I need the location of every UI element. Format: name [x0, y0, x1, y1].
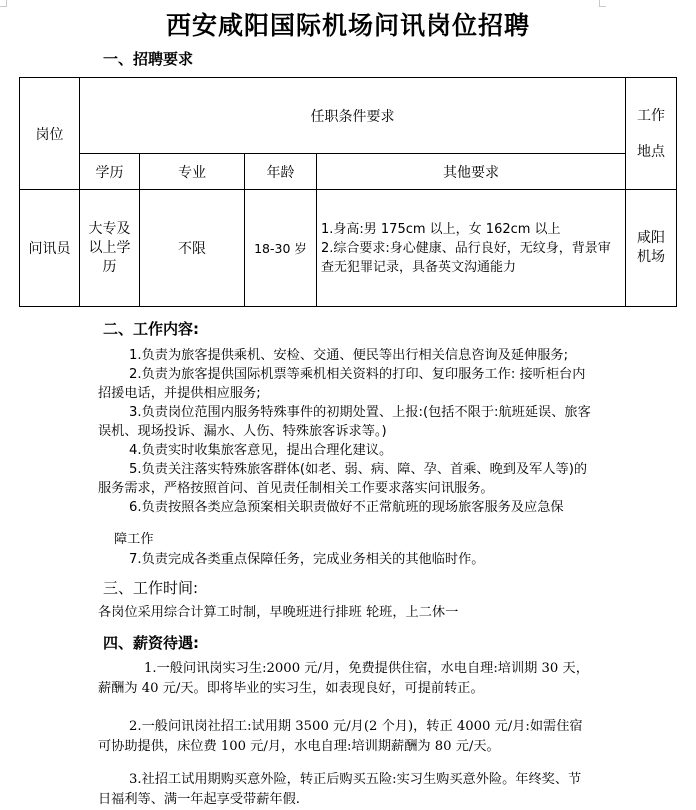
- cell-education: [80, 190, 140, 307]
- header-workplace: [626, 78, 677, 190]
- cell-education-line: 大专及: [88, 220, 131, 237]
- header-major: 专业: [140, 154, 245, 190]
- salary-item: 1.一般问讯岗实习生:2000 元/月，免费提供住宿，水电自理:培训期 30 天，薪酬为 40 元/天。即将毕业的实习生，如表现良好，可提前转正。: [98, 661, 589, 696]
- table-row: [20, 190, 677, 307]
- work-hours-text: 各岗位采用综合计算工时制，早晚班进行排班 轮班，上二休一: [98, 605, 459, 620]
- cell-education-line: 以上学: [88, 239, 131, 256]
- header-age: 年龄: [245, 154, 317, 190]
- cell-other: [317, 190, 626, 307]
- cell-major: 不限: [140, 190, 245, 307]
- duty-item: 3.负责岗位范围内服务特殊事件的初期处置、上报:(包括不限于:航班延误、旅客误机、现场投诉、漏水、人伤、特殊旅客诉求等。): [98, 405, 591, 439]
- section-heading-duties: 二、工作内容:: [103, 320, 199, 338]
- duty-item: 1.负责为旅客提供乘机、安检、交通、便民等出行相关信息咨询及延伸服务;: [129, 348, 569, 363]
- duty-item: 7.负责完成各类重点保障任务，完成业务相关的其他临时作。: [129, 552, 485, 567]
- header-other: 其他要求: [317, 154, 626, 190]
- cell-age: 18-30 岁: [245, 190, 317, 307]
- cell-other-line: 2.综合要求:身心健康、品行良好，无纹身，背景审查无犯罪记录，具备英文沟通能力: [321, 240, 611, 275]
- duty-item: 2.负责为旅客提供国际机票等乘机相关资料的打印、复印服务工作: 接听柜台内招援电话，并提供相应服务;: [98, 367, 586, 401]
- section-heading-hours: 三、工作时间:: [103, 579, 199, 597]
- duty-item: 4.负责实时收集旅客意见，提出合理化建议。: [129, 443, 393, 458]
- duty-item: 6.负责按照各类应急预案相关职责做好不正常航班的现场旅客服务及应急保: [129, 500, 564, 515]
- header-workplace-line: 地点: [637, 143, 665, 160]
- header-position: 岗位: [20, 78, 80, 190]
- cell-workplace-line: 机场: [637, 249, 665, 265]
- cell-other-line: 1.身高:男 175cm 以上，女 162cm 以上: [321, 221, 561, 237]
- header-education: 学历: [80, 154, 140, 190]
- cell-workplace-line: 咸阳: [637, 230, 665, 246]
- header-workplace-line: 工作: [637, 107, 665, 124]
- duty-item: 5.负责关注落实特殊旅客群体(如老、弱、病、障、孕、首乘、晚到及军人等)的服务需求，严格按照首问、首见责任制相关工作要求落实问讯服务。: [98, 462, 588, 496]
- salary-item: 3.社招工试用期购买意外险，转正后购买五险:实习生购买意外险。年终奖、节日福利等、满一年起享受带薪年假.: [98, 772, 582, 807]
- section-heading-requirements: 一、招聘要求: [103, 50, 194, 68]
- header-requirements: 任职条件要求: [80, 78, 626, 154]
- section-heading-salary: 四、薪资待遇:: [103, 634, 199, 652]
- duty-item: 障工作: [114, 532, 154, 547]
- document-title: 西安咸阳国际机场问讯岗位招聘: [165, 11, 530, 40]
- cell-education-line: 历: [102, 258, 117, 275]
- table-subheader-row: [20, 154, 677, 190]
- salary-item: 2.一般问讯岗社招工:试用期 3500 元/月(2 个月)，转正 4000 元/月:如需住宿可协助提供，床位费 100 元/月，水电自理:培训期薪酬为 80 元/天。: [98, 719, 583, 754]
- cell-workplace: [626, 190, 677, 307]
- cell-position: 问讯员: [20, 190, 80, 307]
- requirements-table: [19, 77, 677, 307]
- table-header-row: [20, 78, 677, 154]
